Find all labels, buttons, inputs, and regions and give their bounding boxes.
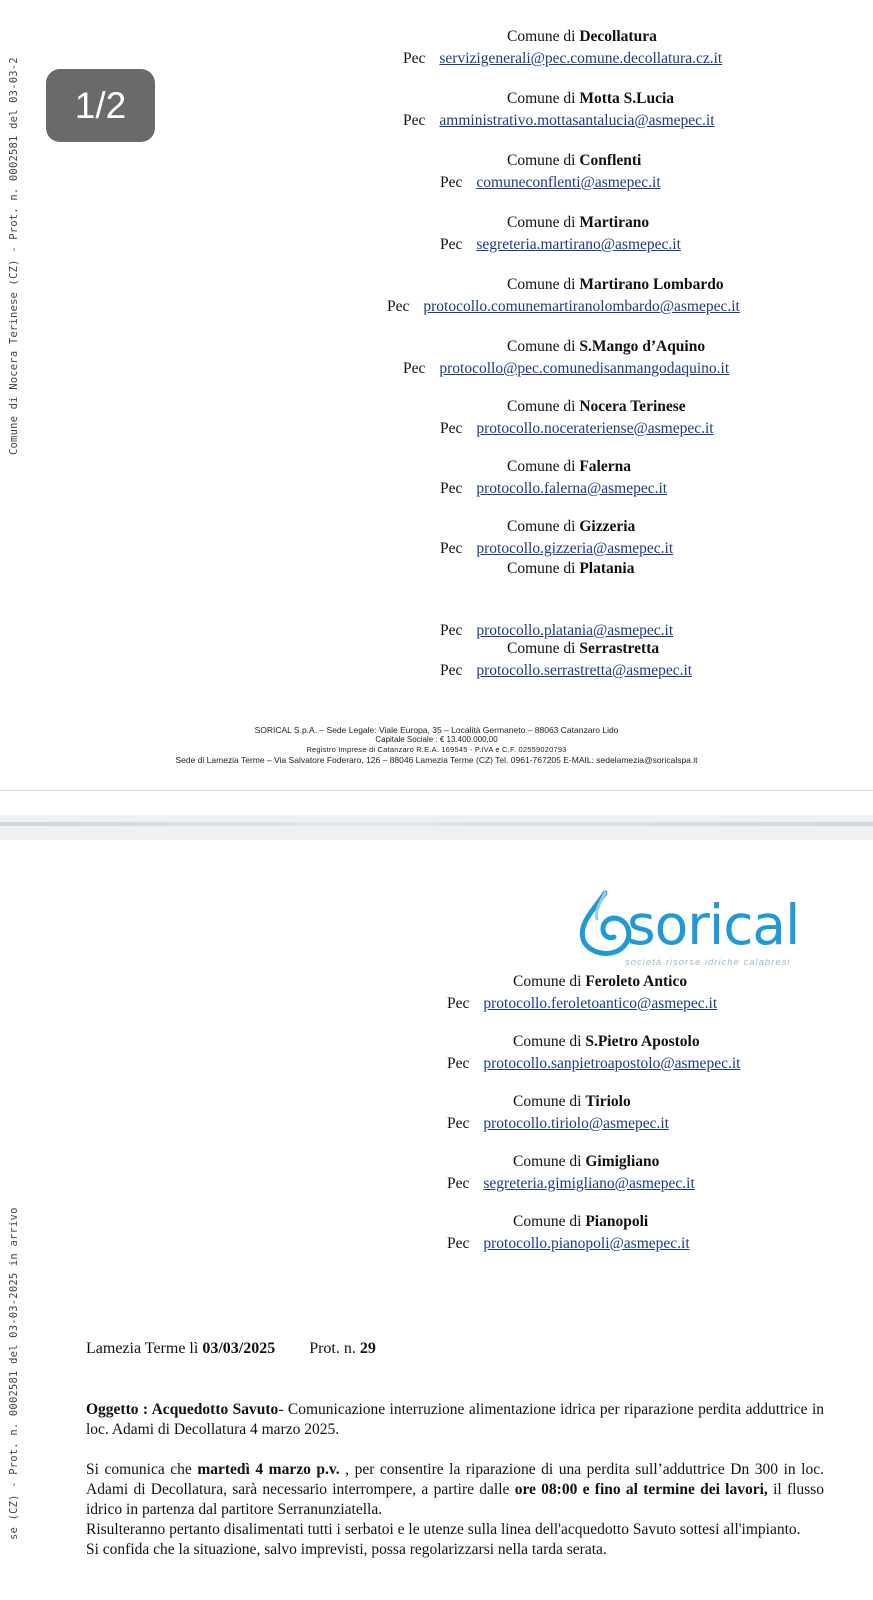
comune-name: Decollatura [579,28,657,45]
pec-email-link[interactable]: segreteria.martirano@asmepec.it [476,236,681,253]
comune-name: Serrastretta [579,640,660,657]
pec-label: Pec [447,1115,470,1132]
page-separator [0,815,873,840]
pec-email-link[interactable]: servizigenerali@pec.comune.decollatura.cz.it [439,50,723,67]
body-paragraph-1 [86,1460,824,1520]
pec-line [440,236,681,254]
pec-line [440,662,692,680]
pec-email-link[interactable]: protocollo.nocerateriense@asmepec.it [476,420,714,437]
pec-label: Pec [440,540,463,557]
comune-prefix: Comune di [507,214,580,231]
recipient-name [507,640,659,658]
pec-line [447,1235,690,1253]
pec-line [440,420,714,438]
pec-email-link[interactable]: protocollo.sanpietroapostolo@asmepec.it [483,1055,741,1072]
pec-line [447,1175,695,1193]
pec-label: Pec [403,50,426,67]
letter-subject [86,1400,824,1440]
comune-prefix: Comune di [513,1033,586,1050]
comune-name: Platania [579,560,635,577]
recipient-name [513,1033,700,1051]
protocol-margin-stamp: Comune di Nocera Terinese (CZ) - Prot. n. 0002581 del 03-03-2 [8,57,20,455]
comune-name: Nocera Terinese [579,398,686,415]
pec-label: Pec [387,298,410,315]
recipient-name [507,28,657,46]
recipient-name [513,1093,631,1111]
comune-name: Feroleto Antico [585,973,688,990]
comune-prefix: Comune di [507,338,580,355]
pec-email-link[interactable]: protocollo.gizzeria@asmepec.it [476,540,674,557]
pec-line [440,174,661,192]
pec-email-link[interactable]: protocollo@pec.comunedisanmangodaquino.it [439,360,730,377]
water-drop-icon [575,889,635,961]
body-paragraph-2: Risulteranno pertanto disalimentati tutti i serbatoi e le utenze sulla linea dell'acquedotto Savuto sottesi all'impianto. [86,1521,801,1538]
recipient-name [507,90,674,108]
pec-line [403,112,715,130]
footer-line-3: Registro Imprese di Catanzaro R.E.A. 169545 - P.IVA e C.F. 02559020793 [306,745,567,754]
pec-label: Pec [440,480,463,497]
protocol-label: Prot. n. [309,1340,356,1357]
recipient-name [507,152,641,170]
page-separator-line [0,822,873,826]
comune-name: Conflenti [579,152,642,169]
body-text-run: il flusso idrico in partenza dal partitore Serranunziatella. [86,1481,824,1518]
pec-email-link[interactable]: comuneconflenti@asmepec.it [476,174,661,191]
pec-email-link[interactable]: protocollo.falerna@asmepec.it [476,480,668,497]
company-footer [0,725,873,765]
place-date-label: Lamezia Terme lì [86,1340,199,1357]
comune-name: Martirano Lombardo [579,276,724,293]
logo-tagline: società risorse idriche calabresi [625,957,791,968]
subject-text: - Comunicazione interruzione alimentazione idrica per riparazione perdita adduttrice in loc. Adami di Decollatura 4 marzo 2025. [86,1401,824,1438]
recipient-name [507,214,649,232]
recipient-name [507,518,635,536]
pec-email-link[interactable]: protocollo.platania@asmepec.it [476,622,674,639]
pec-line [440,622,673,640]
comune-name: Gizzeria [579,518,636,535]
comune-prefix: Comune di [513,1213,586,1230]
pec-label: Pec [447,1235,470,1252]
pec-line [447,995,717,1013]
body-bold-run: ore 08:00 [514,1481,578,1498]
pec-label: Pec [403,360,426,377]
pec-line [440,480,667,498]
pec-label: Pec [440,236,463,253]
body-bold-run: martedì 4 marzo p.v. [197,1461,340,1478]
sorical-logo [575,893,835,972]
page-indicator-badge: 1/2 [46,69,155,142]
comune-prefix: Comune di [513,973,586,990]
comune-name: Martirano [579,214,650,231]
comune-prefix: Comune di [513,1153,586,1170]
comune-prefix: Comune di [507,640,580,657]
pec-line [447,1055,740,1073]
recipient-name [513,1213,648,1231]
letter-body [86,1460,824,1560]
comune-name: S.Mango d’Aquino [579,338,706,355]
pec-line [403,50,722,68]
pec-label: Pec [440,174,463,191]
comune-prefix: Comune di [507,276,580,293]
pec-label: Pec [440,662,463,679]
letter-date: 03/03/2025 [202,1340,276,1357]
comune-prefix: Comune di [507,28,580,45]
recipient-name [507,276,724,294]
comune-prefix: Comune di [513,1093,586,1110]
pec-email-link[interactable]: protocollo.serrastretta@asmepec.it [476,662,693,679]
comune-prefix: Comune di [507,560,580,577]
footer-divider [0,790,873,791]
pec-label: Pec [440,622,463,639]
recipient-name [507,458,631,476]
comune-prefix: Comune di [507,398,580,415]
pec-line [440,540,673,558]
body-text-run: Si comunica che [86,1461,198,1478]
recipient-name [507,338,705,356]
body-bold-run: fino al termine dei lavori, [594,1481,768,1498]
comune-name: Motta S.Lucia [579,90,675,107]
protocol-number: 29 [359,1340,376,1357]
pec-label: Pec [403,112,426,129]
comune-prefix: Comune di [507,90,580,107]
pec-email-link[interactable]: protocollo.pianopoli@asmepec.it [483,1235,690,1252]
comune-name: Falerna [579,458,631,475]
recipient-name [513,973,687,991]
comune-prefix: Comune di [507,458,580,475]
pec-email-link[interactable]: protocollo.comunemartiranolombardo@asmepec.it [423,298,740,315]
footer-line-4: Sede di Lamezia Terme – Via Salvatore Foderaro, 126 – 88046 Lamezia Terme (CZ) Tel. 0961-767205 E-MAIL: sedelamezia@soricalspa.it [175,755,698,765]
pec-email-link[interactable]: segreteria.gimigliano@asmepec.it [483,1175,695,1192]
protocol-margin-stamp: se (CZ) - Prot. n. 0002581 del 03-03-2025 in arrivo [8,1207,20,1540]
subject-label: Oggetto : Acquedotto Savuto [86,1401,279,1418]
comune-prefix: Comune di [507,518,580,535]
body-bold-run: e [577,1481,595,1498]
pec-email-link[interactable]: amministrativo.mottasantalucia@asmepec.it [439,112,715,129]
footer-line-2: Capitale Sociale : € 13.400.000,00 [375,735,498,744]
recipient-name [507,560,634,578]
letter-date-protocol [86,1340,376,1358]
body-text-run: , per consentire la riparazione di una perdita sull’adduttrice Dn 300 in loc. Adami di Decollatura, sarà necessario interrompere, a partire dalle [86,1461,824,1498]
footer-line-1: SORICAL S.p.A. – Sede Legale: Viale Europa, 35 – Località Germaneto – 88063 Catanzaro Lido [254,725,619,735]
pec-email-link[interactable]: protocollo.feroletoantico@asmepec.it [483,995,718,1012]
pec-label: Pec [440,420,463,437]
pec-line [447,1115,669,1133]
pec-label: Pec [447,995,470,1012]
comune-prefix: Comune di [507,152,580,169]
pec-label: Pec [447,1055,470,1072]
recipient-name [513,1153,659,1171]
comune-name: Tiriolo [585,1093,631,1110]
body-paragraph-3: Si confida che la situazione, salvo imprevisti, possa regolarizzarsi nella tarda serata. [86,1541,607,1558]
logo-wordmark: sorical [627,893,800,957]
recipient-name [507,398,686,416]
pec-label: Pec [447,1175,470,1192]
pec-line [387,298,740,316]
comune-name: Pianopoli [585,1213,649,1230]
comune-name: Gimigliano [585,1153,660,1170]
pec-line [403,360,729,378]
pec-email-link[interactable]: protocollo.tiriolo@asmepec.it [483,1115,669,1132]
comune-name: S.Pietro Apostolo [585,1033,700,1050]
